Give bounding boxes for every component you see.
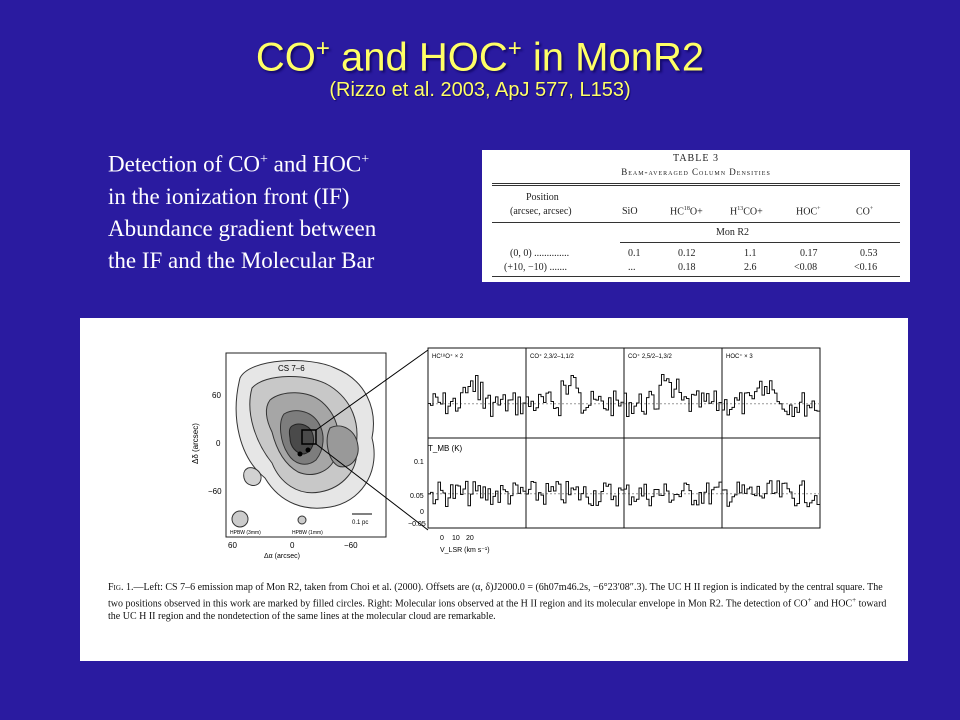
spec-y-tick: 0.05 <box>410 493 424 500</box>
table-header-position: Position <box>526 192 559 203</box>
spectrum-panel <box>526 348 624 438</box>
map-x-tick: −60 <box>344 541 358 550</box>
slide-title: CO+ and HOC+ in MonR2 <box>255 35 705 80</box>
table-row-0-cell: 0.53 <box>860 248 878 259</box>
bullet-text <box>108 144 498 277</box>
spec-y-tick: −0.05 <box>408 521 426 528</box>
table-header-col-4: CO+ <box>856 206 874 218</box>
figure-graphic <box>80 318 908 580</box>
spectrum-title: CO⁺ 2,5/2–1,3/2 <box>628 354 672 360</box>
spectrum-panel <box>526 438 624 528</box>
vlsr-label: V_LSR (km s⁻¹) <box>440 547 490 554</box>
spec-x-tick: 20 <box>466 535 474 542</box>
map-x-tick: 60 <box>228 541 237 550</box>
map-y-tick: 0 <box>216 439 221 448</box>
hpbw-3mm-marker <box>232 511 248 527</box>
bullet-line-3: Abundance gradient between <box>108 215 377 241</box>
table-header-col-3: HOC+ <box>796 206 821 218</box>
bullet-line-1: Detection of CO+ and HOC+ <box>108 151 370 177</box>
table-row-1-cell: <0.16 <box>854 262 878 273</box>
table-row-1-position: (+10, −10) ....... <box>504 262 567 273</box>
spectrum-title: HC¹⁸O⁺ × 2 <box>432 354 464 360</box>
table-number: TABLE 3 <box>673 153 719 164</box>
table-row-1-cell: 0.18 <box>678 262 696 273</box>
table-section-label: Mon R2 <box>716 227 750 238</box>
map-label: CS 7–6 <box>278 364 305 373</box>
table-row-0-position: (0, 0) .............. <box>510 248 570 259</box>
tmb-label: T_MB (K) <box>428 444 463 453</box>
table-rule <box>492 276 900 277</box>
figure-caption: Fig. 1.—Left: CS 7–6 emission map of Mon R2, taken from Choi et al. (2000). Offsets are (α, δ)J2000.0 = (6h07m46.2s, −6°23′08″.3). The UC H II region is indicated by the central square. The two positions observed in this work are marked by filled circles. Right: Molecular ions observed at the H II region and its molecular envelope in Mon R2. The detection of CO+ and HOC+ toward the UC H II region and the nondetection of the same lines at the molecular cloud are remarkable. <box>108 582 887 623</box>
map-x-tick: 0 <box>290 541 295 550</box>
table-row-1-cell: ... <box>628 262 636 273</box>
table-header-col-2: $H^{13}CO+$ <box>730 206 763 218</box>
table-row-1-cell: <0.08 <box>794 262 818 273</box>
table-rule <box>492 222 900 223</box>
table-row-0-cell: 0.17 <box>800 248 818 259</box>
observed-position-marker <box>298 452 303 457</box>
spectrum-panel <box>624 348 722 438</box>
table-row-0-cell: 0.1 <box>628 248 641 259</box>
table-row-0-cell: 1.1 <box>744 248 757 259</box>
spec-y-tick: 0 <box>420 509 424 516</box>
spec-x-tick: 0 <box>440 535 444 542</box>
column-density-table <box>482 150 910 282</box>
map-y-axis-label: Δδ (arcsec) <box>191 423 200 464</box>
hpbw-1mm-marker <box>298 516 306 524</box>
table-rule <box>620 242 900 243</box>
slide-reference: (Rizzo et al. 2003, ApJ 577, L153) <box>329 79 631 101</box>
table-header-position-units: (arcsec, arcsec) <box>510 206 572 217</box>
table-rule <box>492 185 900 186</box>
map-x-axis-label: Δα (arcsec) <box>264 553 300 560</box>
table-row-0-cell: 0.12 <box>678 248 696 259</box>
spectrum-panel <box>722 348 820 438</box>
table-header-col-1: $HC^{18}O+$ <box>670 206 703 218</box>
spectra-grid <box>428 348 820 528</box>
scale-bar-label: 0.1 pc <box>352 520 369 526</box>
spec-x-tick: 10 <box>452 535 460 542</box>
hpbw-1mm-label: HPBW (1mm) <box>292 530 323 536</box>
table-caption: Beam-averaged Column Densities <box>621 167 771 177</box>
table-rule <box>492 183 900 184</box>
table-header-col-0: SiO <box>622 206 638 217</box>
spectrum-title: CO⁺ 2,3/2–1,1/2 <box>530 354 574 360</box>
map-y-tick: 60 <box>212 391 221 400</box>
bullet-line-2: in the ionization front (IF) <box>108 183 350 209</box>
observed-position-marker <box>306 448 311 453</box>
map-y-tick: −60 <box>208 487 222 496</box>
figure-panel <box>80 318 908 661</box>
spec-y-tick: 0.1 <box>414 459 424 466</box>
spectrum-title: HOC⁺ × 3 <box>726 354 753 360</box>
bullet-line-4: the IF and the Molecular Bar <box>108 247 375 273</box>
table-row-1-cell: 2.6 <box>744 262 757 273</box>
hpbw-3mm-label: HPBW (3mm) <box>230 530 261 536</box>
